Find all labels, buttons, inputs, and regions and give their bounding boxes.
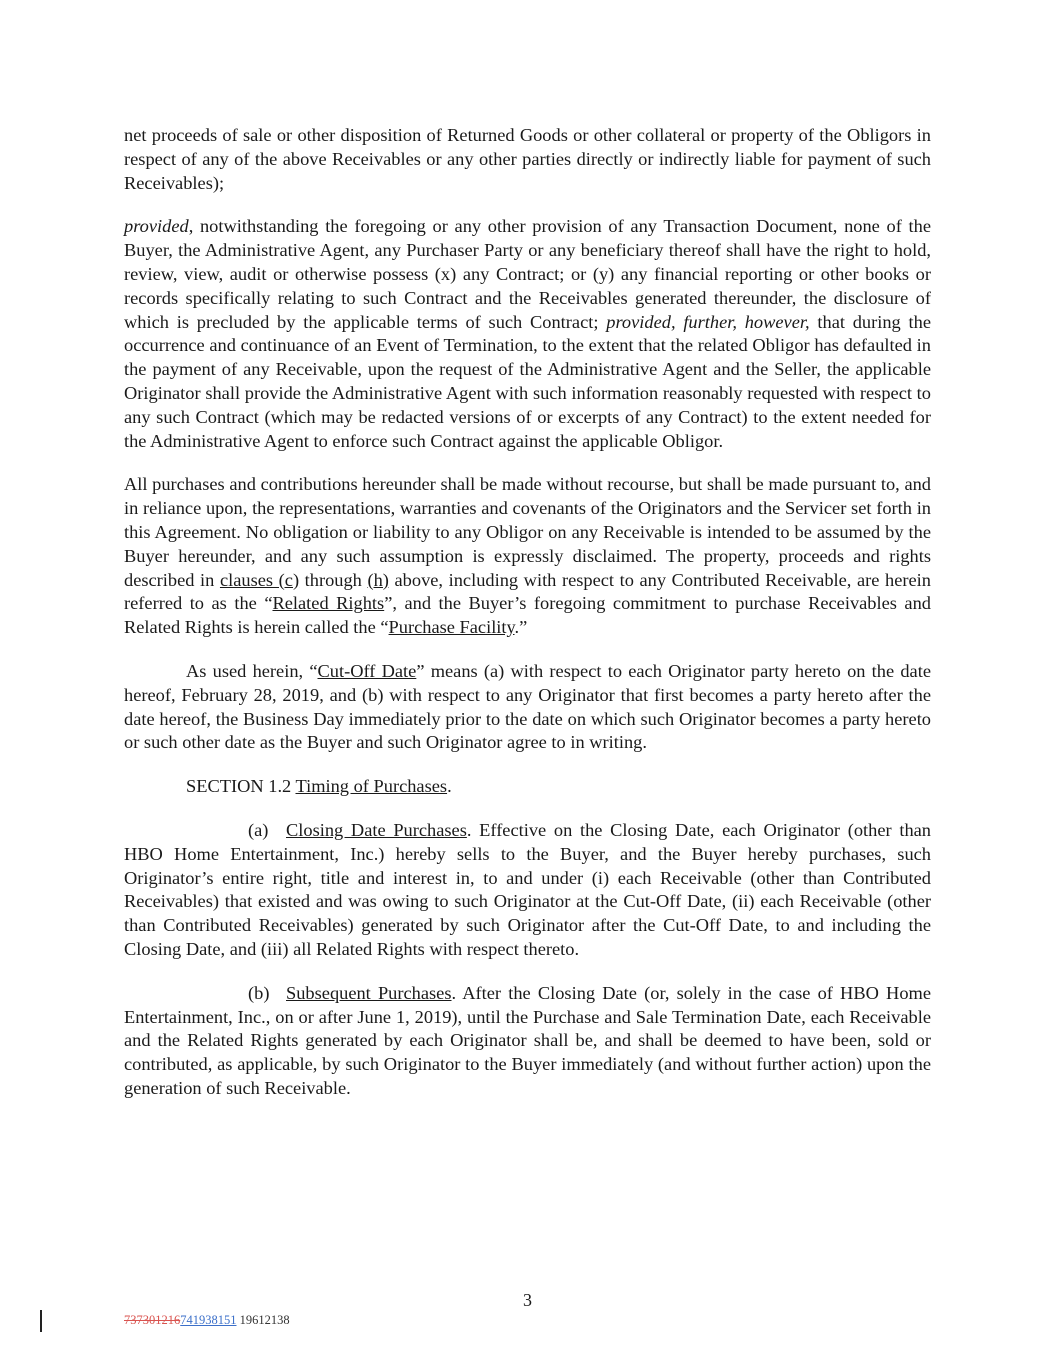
- change-bar: [40, 1310, 42, 1332]
- paragraph-collateral: [124, 124, 931, 195]
- recourse-text: All purchases and contributions hereunder shall be made without recourse, but shall be made pursuant to, and in reliance upon, the representations, warranties and covenants of the Originators and the Servicer set forth in this Agreement. No obligation or liability to any Obligor on any Receivable is intended to be assumed by the Buyer hereunder, and any such assumption is expressly disclaimed. The property, proceeds and rights described in: [124, 474, 931, 590]
- recourse-text-2: above, including with respect to any Contributed Receivable, are herein referred to as the “: [124, 569, 931, 614]
- paragraph-text: net proceeds of sale or other disposition of Returned Goods or other collateral or property of the Obligors in respect of any of the above Receivables or any other parties directly or indirectly liable for payment of such Receivables);: [124, 125, 931, 193]
- defined-term-related-rights: Related Rights: [272, 593, 385, 614]
- subsection-b: [124, 982, 931, 1101]
- clause-h-reference: (h): [367, 569, 389, 590]
- proviso-text: , notwithstanding the foregoing or any other provision of any Transaction Document, none of the Buyer, the Administrative Agent, any Purchaser Party or any beneficiary thereof shall have the right to hold, review, view, audit or otherwise possess (x) any Contract; or (y) any financial reporting or other books or records specifically relating to such Contract and the Receivables generated thereunder, the disclosure of which is precluded by the applicable terms of such Contract;: [124, 216, 931, 332]
- proviso-further: provided, further, however,: [606, 311, 810, 332]
- section-title-period: .: [447, 776, 452, 797]
- proviso-text-continued: that during the occurrence and continuance of an Event of Termination, to the extent that the related Obligor has defaulted in the payment of any Receivable, upon the request of the Administrative Agent and the Seller, the applicable Originator shall provide the Administrative Agent with such information reasonably requested with respect to any such Contract (which may be redacted versions of or excerpts of any Contract) to the extent needed for the Administrative Agent to enforce such Contract against the applicable Obligor.: [124, 311, 932, 451]
- subsection-a-marker: (a): [248, 819, 269, 840]
- subsection-a: [124, 819, 931, 962]
- paragraph-recourse: [124, 473, 931, 640]
- clauses-reference: clauses (c): [219, 569, 300, 590]
- proviso-lead: provided: [124, 216, 189, 237]
- defined-term-cutoff-date: Cut-Off Date: [317, 660, 417, 681]
- document-id-inserted: 741938151: [180, 1313, 237, 1327]
- subsection-a-title: Closing Date Purchases: [286, 819, 467, 840]
- section-heading: [124, 775, 931, 799]
- page-number: 3: [523, 1290, 532, 1310]
- document-body: [124, 124, 931, 1101]
- paragraph-cutoff-date: [124, 660, 931, 755]
- document-id-tail: 19612138: [236, 1313, 290, 1327]
- defined-term-purchase-facility: Purchase Facility: [388, 617, 515, 638]
- section-number: SECTION 1.2: [186, 776, 296, 797]
- cutoff-text: As used herein, “: [186, 660, 318, 681]
- subsection-a-text: . Effective on the Closing Date, each Originator (other than HBO Home Entertainment, Inc.) hereby sells to the Buyer, and the Buyer hereby purchases, such Originator’s entire right, title and interest in, to and under (i) each Receivable (other than Contributed Receivables) that existed and was owing to such Originator at the Cut-Off Date, (ii) each Receivable (other than Contributed Receivables) generated by such Originator after the Cut-Off Date, to and including the Closing Date, and (iii) all Related Rights with respect thereto.: [124, 819, 931, 959]
- subsection-b-marker: (b): [248, 982, 270, 1003]
- document-id-deleted: 737301216: [124, 1313, 181, 1327]
- paragraph-proviso: [124, 215, 931, 453]
- recourse-through: through: [299, 569, 368, 590]
- recourse-text-end: .”: [514, 617, 528, 638]
- section-title: Timing of Purchases: [295, 776, 448, 797]
- cutoff-text-2: ” means (a) with respect to each Originator party hereto on the date hereof, February 28, 2019, and (b) with respect to any Originator that first becomes a party hereto after the date hereof, the Business Day immediately prior to the date on which such Originator becomes a party hereto or such other date as the Buyer and such Originator agree to in writing.: [124, 660, 931, 753]
- recourse-text-3: ”, and the Buyer’s foregoing commitment to purchase Receivables and Related Rights is herein called the “: [124, 593, 931, 638]
- document-id: [124, 1313, 290, 1328]
- subsection-b-text: . After the Closing Date (or, solely in the case of HBO Home Entertainment, Inc., on or after June 1, 2019), until the Purchase and Sale Termination Date, each Receivable and the Related Rights generated by each Originator shall be, and shall be deemed to have been, sold or contributed, as applicable, by such Originator to the Buyer immediately (and without further action) upon the generation of such Receivable.: [124, 982, 931, 1098]
- subsection-b-title: Subsequent Purchases: [286, 982, 452, 1003]
